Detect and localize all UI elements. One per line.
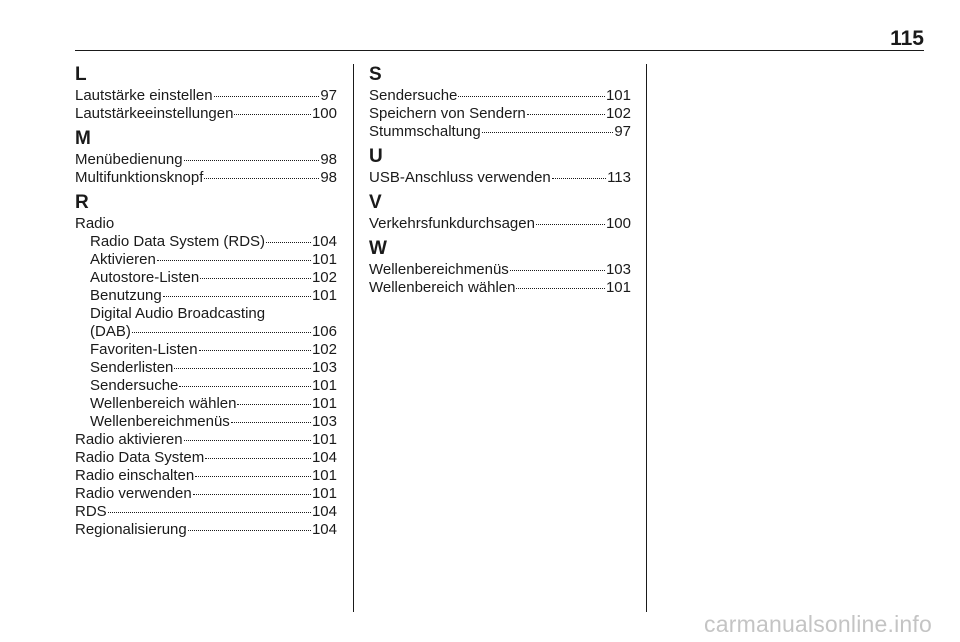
entry-term: Sendersuche (90, 377, 179, 394)
index-entry[interactable] (369, 105, 631, 123)
entry-page-number: 103 (605, 261, 631, 278)
entry-term: Menübedienung (75, 151, 183, 168)
index-entry[interactable] (75, 449, 337, 467)
entry-term: Sendersuche (369, 87, 458, 104)
index-subentry[interactable] (75, 377, 337, 395)
index-entry[interactable] (75, 431, 337, 449)
dot-leader (552, 178, 606, 179)
index-section (75, 192, 337, 539)
section-letter: W (369, 238, 387, 259)
entry-term: Senderlisten (90, 359, 174, 376)
entry-term: Stummschaltung (369, 123, 481, 140)
index-entry[interactable] (369, 215, 631, 233)
dot-leader (214, 96, 320, 97)
index-subentry[interactable] (75, 323, 337, 341)
entry-term: Radio Data System (RDS) (90, 233, 266, 250)
watermark[interactable]: carmanualsonline.info (704, 611, 932, 637)
index-entry[interactable] (75, 151, 337, 169)
index-subentry[interactable] (75, 359, 337, 377)
dot-leader (195, 476, 311, 477)
section-letter: M (75, 128, 91, 149)
entry-page-number: 101 (311, 251, 337, 268)
entry-page-number: 101 (311, 485, 337, 502)
entry-term: Autostore-Listen (90, 269, 200, 286)
index-column-2 (369, 64, 631, 302)
index-subentry-heading: Digital Audio Broadcasting (90, 305, 266, 322)
dot-leader (266, 242, 311, 243)
entry-page-number: 101 (605, 87, 631, 104)
header-rule (75, 50, 924, 51)
dot-leader (199, 350, 311, 351)
entry-page-number: 101 (311, 287, 337, 304)
entry-term: Favoriten-Listen (90, 341, 198, 358)
section-letter: V (369, 192, 382, 213)
column-divider (353, 64, 354, 612)
entry-page-number: 104 (311, 449, 337, 466)
dot-leader (516, 288, 604, 289)
index-entry[interactable] (369, 279, 631, 297)
dot-leader (132, 332, 311, 333)
entry-page-number: 103 (311, 359, 337, 376)
entry-term: Aktivieren (90, 251, 156, 268)
entry-page-number: 100 (605, 215, 631, 232)
index-subentry[interactable] (75, 341, 337, 359)
dot-leader (163, 296, 311, 297)
dot-leader (482, 132, 614, 133)
dot-leader (179, 386, 311, 387)
page-number: 115 (890, 27, 924, 50)
entry-page-number: 101 (311, 467, 337, 484)
entry-term: USB-Anschluss verwenden (369, 169, 551, 186)
entry-term: Lautstärke einstellen (75, 87, 213, 104)
entry-term: Wellenbereich wählen (90, 395, 237, 412)
entry-term: RDS (75, 503, 107, 520)
entry-page-number: 100 (311, 105, 337, 122)
dot-leader (205, 458, 311, 459)
index-subentry[interactable] (75, 251, 337, 269)
index-entry[interactable] (369, 123, 631, 141)
entry-page-number: 101 (311, 395, 337, 412)
entry-term: Verkehrsfunkdurchsagen (369, 215, 535, 232)
dot-leader (231, 422, 311, 423)
dot-leader (108, 512, 311, 513)
entry-term: Multifunktionsknopf (75, 169, 204, 186)
entry-page-number: 101 (311, 431, 337, 448)
dot-leader (234, 114, 311, 115)
section-letter: U (369, 146, 383, 167)
entry-page-number: 102 (311, 341, 337, 358)
dot-leader (510, 270, 605, 271)
index-entry[interactable] (369, 169, 631, 187)
entry-term: Wellenbereichmenüs (90, 413, 230, 430)
index-section (75, 64, 337, 123)
index-entry[interactable] (75, 485, 337, 503)
entry-page-number: 113 (607, 169, 631, 186)
index-subentry[interactable] (75, 269, 337, 287)
entry-term: Radio verwenden (75, 485, 192, 502)
index-subentry[interactable] (75, 395, 337, 413)
index-section (75, 128, 337, 187)
dot-leader (458, 96, 605, 97)
dot-leader (200, 278, 311, 279)
dot-leader (157, 260, 311, 261)
entry-page-number: 101 (311, 377, 337, 394)
entry-page-number: 97 (320, 87, 337, 104)
dot-leader (184, 440, 311, 441)
entry-page-number: 106 (311, 323, 337, 340)
index-entry[interactable] (369, 261, 631, 279)
entry-page-number: 104 (311, 233, 337, 250)
index-section (369, 238, 631, 297)
dot-leader (536, 224, 605, 225)
entry-page-number: 98 (320, 151, 337, 168)
entry-term: Radio einschalten (75, 467, 195, 484)
dot-leader (184, 160, 320, 161)
entry-page-number: 101 (605, 279, 631, 296)
index-column-1 (75, 64, 337, 544)
entry-term: Wellenbereich wählen (369, 279, 516, 296)
entry-term: Wellenbereichmenüs (369, 261, 509, 278)
index-section (369, 192, 631, 233)
section-letter: L (75, 64, 87, 85)
index-entry[interactable] (75, 87, 337, 105)
index-entry[interactable] (75, 105, 337, 123)
index-subentry[interactable] (75, 233, 337, 251)
index-subentry[interactable] (75, 287, 337, 305)
entry-term: Benutzung (90, 287, 162, 304)
dot-leader (527, 114, 605, 115)
entry-term: Radio aktivieren (75, 431, 183, 448)
entry-term: Regionalisierung (75, 521, 187, 538)
entry-page-number: 102 (311, 269, 337, 286)
entry-page-number: 104 (311, 521, 337, 538)
index-entry[interactable] (75, 503, 337, 521)
index-entry[interactable] (75, 169, 337, 187)
entry-page-number: 97 (614, 123, 631, 140)
entry-page-number: 102 (605, 105, 631, 122)
column-divider (646, 64, 647, 612)
entry-term: Speichern von Sendern (369, 105, 526, 122)
section-letter: S (369, 64, 382, 85)
entry-page-number: 98 (320, 169, 337, 186)
dot-leader (237, 404, 310, 405)
entry-page-number: 103 (311, 413, 337, 430)
index-entry[interactable] (75, 467, 337, 485)
entry-term: (DAB) (90, 323, 131, 340)
entry-page-number: 104 (311, 503, 337, 520)
entry-term: Lautstärkeeinstellungen (75, 105, 234, 122)
index-subentry[interactable] (75, 413, 337, 431)
index-entry[interactable] (75, 521, 337, 539)
dot-leader (204, 178, 319, 179)
index-entry-heading: Radio (75, 215, 115, 232)
entry-term: Radio Data System (75, 449, 205, 466)
dot-leader (193, 494, 311, 495)
index-section (369, 146, 631, 187)
index-entry[interactable] (369, 87, 631, 105)
dot-leader (174, 368, 311, 369)
index-section (369, 64, 631, 141)
dot-leader (188, 530, 311, 531)
section-letter: R (75, 192, 89, 213)
